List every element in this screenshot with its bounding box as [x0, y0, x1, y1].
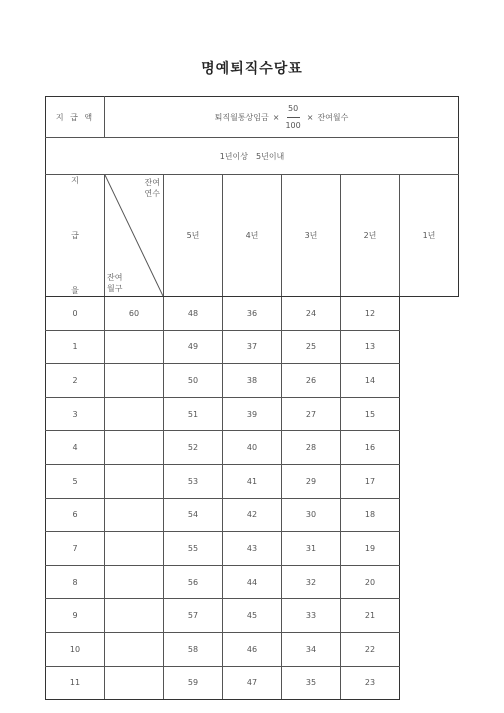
rate-cell: 33	[282, 599, 341, 633]
year-header-1: 1년	[400, 175, 459, 297]
rate-cell	[105, 632, 164, 666]
remaining-month-cell: 8	[46, 565, 105, 599]
formula-fraction	[285, 104, 300, 131]
rate-cell: 24	[282, 297, 341, 331]
rate-cell: 22	[341, 632, 400, 666]
rate-cell	[105, 532, 164, 566]
diagonal-bottom-line-2: 월구	[107, 284, 123, 293]
pay-rate-char-3: 율	[71, 286, 79, 295]
table-row	[46, 297, 459, 331]
rate-cell: 34	[282, 632, 341, 666]
table-row	[46, 532, 459, 566]
page-title: 명예퇴직수당표	[201, 61, 303, 77]
rate-cell: 52	[164, 431, 223, 465]
formula-times-1: ×	[272, 112, 280, 122]
rate-cell: 49	[164, 330, 223, 364]
formula-base: 퇴직월통상임금	[214, 112, 269, 122]
pay-amount-label: 지 급 액	[46, 97, 105, 138]
rate-cell: 43	[223, 532, 282, 566]
rate-cell	[105, 498, 164, 532]
rate-cell: 57	[164, 599, 223, 633]
rate-cell	[105, 464, 164, 498]
rate-cell: 50	[164, 364, 223, 398]
rate-cell	[105, 666, 164, 700]
rate-cell: 14	[341, 364, 400, 398]
rate-cell: 44	[223, 565, 282, 599]
rate-cell: 37	[223, 330, 282, 364]
remaining-month-cell: 1	[46, 330, 105, 364]
remaining-month-cell: 4	[46, 431, 105, 465]
table-row	[46, 364, 459, 398]
rate-cell	[105, 599, 164, 633]
table-row	[46, 565, 459, 599]
remaining-month-cell: 3	[46, 397, 105, 431]
year-header-4: 4년	[223, 175, 282, 297]
rate-cell: 20	[341, 565, 400, 599]
diagonal-top-label	[145, 177, 160, 199]
rate-cell: 48	[164, 297, 223, 331]
rate-cell: 58	[164, 632, 223, 666]
range-cell	[46, 138, 459, 175]
rate-cell: 41	[223, 464, 282, 498]
remaining-month-cell: 9	[46, 599, 105, 633]
rate-cell	[105, 565, 164, 599]
range-from: 1년이상	[219, 151, 248, 161]
remaining-month-cell: 10	[46, 632, 105, 666]
remaining-month-cell: 0	[46, 297, 105, 331]
rate-cell: 25	[282, 330, 341, 364]
rate-cell: 32	[282, 565, 341, 599]
rate-cell: 21	[341, 599, 400, 633]
diagonal-header-cell	[105, 175, 164, 297]
rate-cell: 56	[164, 565, 223, 599]
table-row	[46, 632, 459, 666]
table-row	[46, 599, 459, 633]
rate-cell	[105, 397, 164, 431]
rate-cell: 39	[223, 397, 282, 431]
rate-cell: 38	[223, 364, 282, 398]
rate-cell: 30	[282, 498, 341, 532]
rate-cell: 29	[282, 464, 341, 498]
pay-rate-char-2: 급	[71, 231, 79, 240]
rate-cell: 28	[282, 431, 341, 465]
rate-cell: 42	[223, 498, 282, 532]
rate-cell	[105, 431, 164, 465]
pay-rate-label	[46, 175, 104, 296]
remaining-month-cell: 7	[46, 532, 105, 566]
rate-cell: 60	[105, 297, 164, 331]
formula-times-2: ×	[306, 112, 314, 122]
rate-cell: 54	[164, 498, 223, 532]
range-row	[46, 138, 459, 175]
pay-rate-label-cell	[46, 175, 105, 297]
rate-cell: 46	[223, 632, 282, 666]
rate-cell: 19	[341, 532, 400, 566]
remaining-month-cell: 2	[46, 364, 105, 398]
pay-rate-char-1: 지	[71, 176, 79, 185]
rate-cell: 47	[223, 666, 282, 700]
rate-cell: 26	[282, 364, 341, 398]
formula-numerator: 50	[288, 103, 299, 113]
diagonal-top-line-1: 잔여	[144, 178, 160, 187]
rate-cell: 51	[164, 397, 223, 431]
table-row	[46, 498, 459, 532]
rate-cell: 55	[164, 532, 223, 566]
severance-table	[45, 96, 459, 700]
rate-cell: 17	[341, 464, 400, 498]
rate-cell: 23	[341, 666, 400, 700]
rate-cell: 15	[341, 397, 400, 431]
rate-cell: 53	[164, 464, 223, 498]
table-row	[46, 464, 459, 498]
formula-denominator: 100	[285, 120, 301, 130]
diagonal-bottom-line-1: 잔여	[107, 273, 123, 282]
year-header-2: 2년	[341, 175, 400, 297]
rate-cell: 27	[282, 397, 341, 431]
year-header-5: 5년	[164, 175, 223, 297]
remaining-month-cell: 5	[46, 464, 105, 498]
year-header-3: 3년	[282, 175, 341, 297]
rate-cell: 12	[341, 297, 400, 331]
table-row	[46, 330, 459, 364]
diagonal-bottom-label	[107, 272, 122, 294]
header-row	[46, 175, 459, 297]
rate-cell	[105, 330, 164, 364]
formula-row	[46, 97, 459, 138]
table-row	[46, 431, 459, 465]
formula	[215, 104, 349, 131]
rate-cell	[105, 364, 164, 398]
formula-remaining: 잔여월수	[317, 112, 349, 122]
range-to: 5년이내	[256, 151, 285, 161]
rate-cell: 16	[341, 431, 400, 465]
diagonal-top-line-2: 연수	[144, 189, 160, 198]
rate-cell: 18	[341, 498, 400, 532]
rate-cell: 36	[223, 297, 282, 331]
rate-cell: 13	[341, 330, 400, 364]
table-row	[46, 397, 459, 431]
table-row	[46, 666, 459, 700]
rate-cell: 45	[223, 599, 282, 633]
rate-cell: 35	[282, 666, 341, 700]
formula-cell	[105, 97, 459, 138]
remaining-month-cell: 6	[46, 498, 105, 532]
rate-cell: 59	[164, 666, 223, 700]
rate-cell: 40	[223, 431, 282, 465]
rate-cell: 31	[282, 532, 341, 566]
remaining-month-cell: 11	[46, 666, 105, 700]
